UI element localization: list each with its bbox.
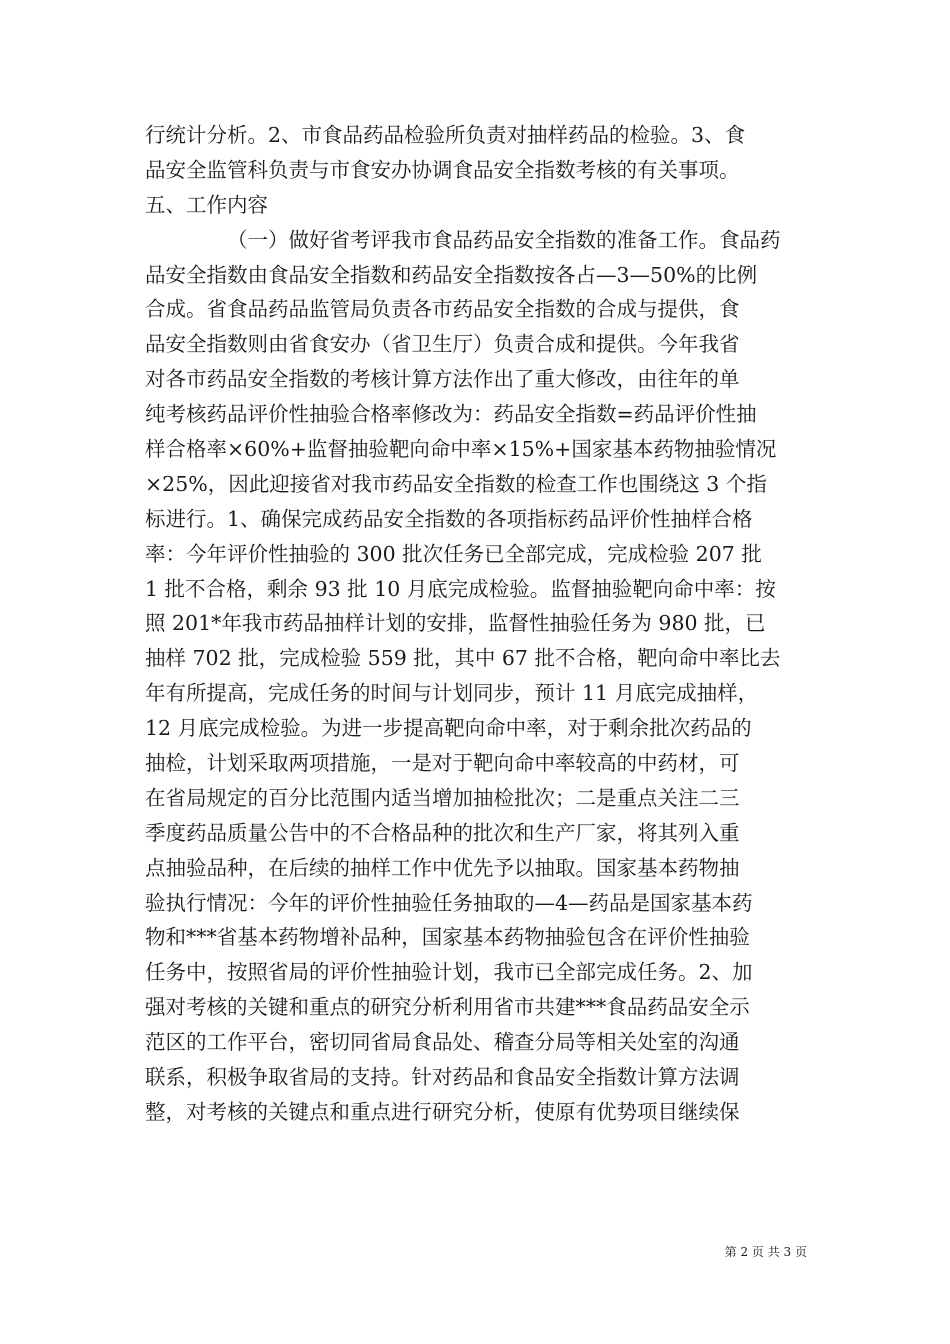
text-line: 行统计分析。2、市食品药品检验所负责对抽样药品的检验。3、食 <box>145 123 746 147</box>
text-line: 季度药品质量公告中的不合格品种的批次和生产厂家，将其列入重 <box>145 820 740 845</box>
page-footer <box>0 1243 950 1263</box>
text-line: 任务中，按照省局的评价性抽验计划，我市已全部完成任务。2、加 <box>145 960 753 985</box>
text-line: 样合格率×60%+监督抽验靶向命中率×15%+国家基本药物抽验情况 <box>145 437 777 462</box>
text-line: 品安全监管科负责与市食安办协调食品安全指数考核的有关事项。 <box>145 157 740 182</box>
text-line: 对各市药品安全指数的考核计算方法作出了重大修改，由往年的单 <box>145 367 740 392</box>
text-line: 点抽验品种，在后续的抽样工作中优先予以抽取。国家基本药物抽 <box>145 855 740 880</box>
text-line: 抽样 702 批，完成检验 559 批，其中 67 批不合格，靶向命中率比去 <box>145 646 781 671</box>
text-line: 12 月底完成检验。为进一步提高靶向命中率，对于剩余批次药品的 <box>145 716 752 741</box>
text-line: 验执行情况：今年的评价性抽验任务抽取的—4—药品是国家基本药 <box>145 890 753 915</box>
text-line: 范区的工作平台，密切同省局食品处、稽查分局等相关处室的沟通 <box>145 1030 740 1055</box>
text-line: ×25%，因此迎接省对我市药品安全指数的检查工作也围绕这 3 个指 <box>145 471 767 496</box>
page-number: 第 2 页 共 3 页 <box>724 1245 807 1259</box>
text-line: 标进行。1、确保完成药品安全指数的各项指标药品评价性抽样合格 <box>145 506 753 531</box>
text-line: 强对考核的关键和重点的研究分析利用省市共建***食品药品安全示 <box>145 995 750 1020</box>
text-line: 整，对考核的关键点和重点进行研究分析，使原有优势项目继续保 <box>145 1099 740 1124</box>
text-line: 率：今年评价性抽验的 300 批次任务已全部完成，完成检验 207 批 <box>145 541 762 566</box>
section-heading: 五、工作内容 <box>145 192 268 217</box>
text-line: 品安全指数由食品安全指数和药品安全指数按各占—3—50%的比例 <box>145 262 758 287</box>
text-line: 抽检，计划采取两项措施，一是对于靶向命中率较高的中药材，可 <box>145 751 740 776</box>
text-line: 在省局规定的百分比范围内适当增加抽检批次；二是重点关注二三 <box>145 785 740 810</box>
body-text <box>145 118 825 1130</box>
text-line: 联系，积极争取省局的支持。针对药品和食品安全指数计算方法调 <box>145 1065 740 1090</box>
text-line: 照 201*年我市药品抽样计划的安排，监督性抽验任务为 980 批，已 <box>145 611 766 636</box>
text-line: 品安全指数则由省食安办（省卫生厅）负责合成和提供。今年我省 <box>145 332 740 357</box>
text-line: 年有所提高，完成任务的时间与计划同步，预计 11 月底完成抽样， <box>145 681 759 706</box>
text-line: 1 批不合格，剩余 93 批 10 月底完成检验。监督抽验靶向命中率：按 <box>145 576 776 601</box>
paragraph-start-line: （一）做好省考评我市食品药品安全指数的准备工作。食品药 <box>227 227 781 252</box>
text-line: 纯考核药品评价性抽验合格率修改为：药品安全指数=药品评价性抽 <box>145 402 757 427</box>
text-line: 物和***省基本药物增补品种，国家基本药物抽验包含在评价性抽验 <box>145 925 750 950</box>
text-line: 合成。省食品药品监管局负责各市药品安全指数的合成与提供，食 <box>145 297 740 322</box>
